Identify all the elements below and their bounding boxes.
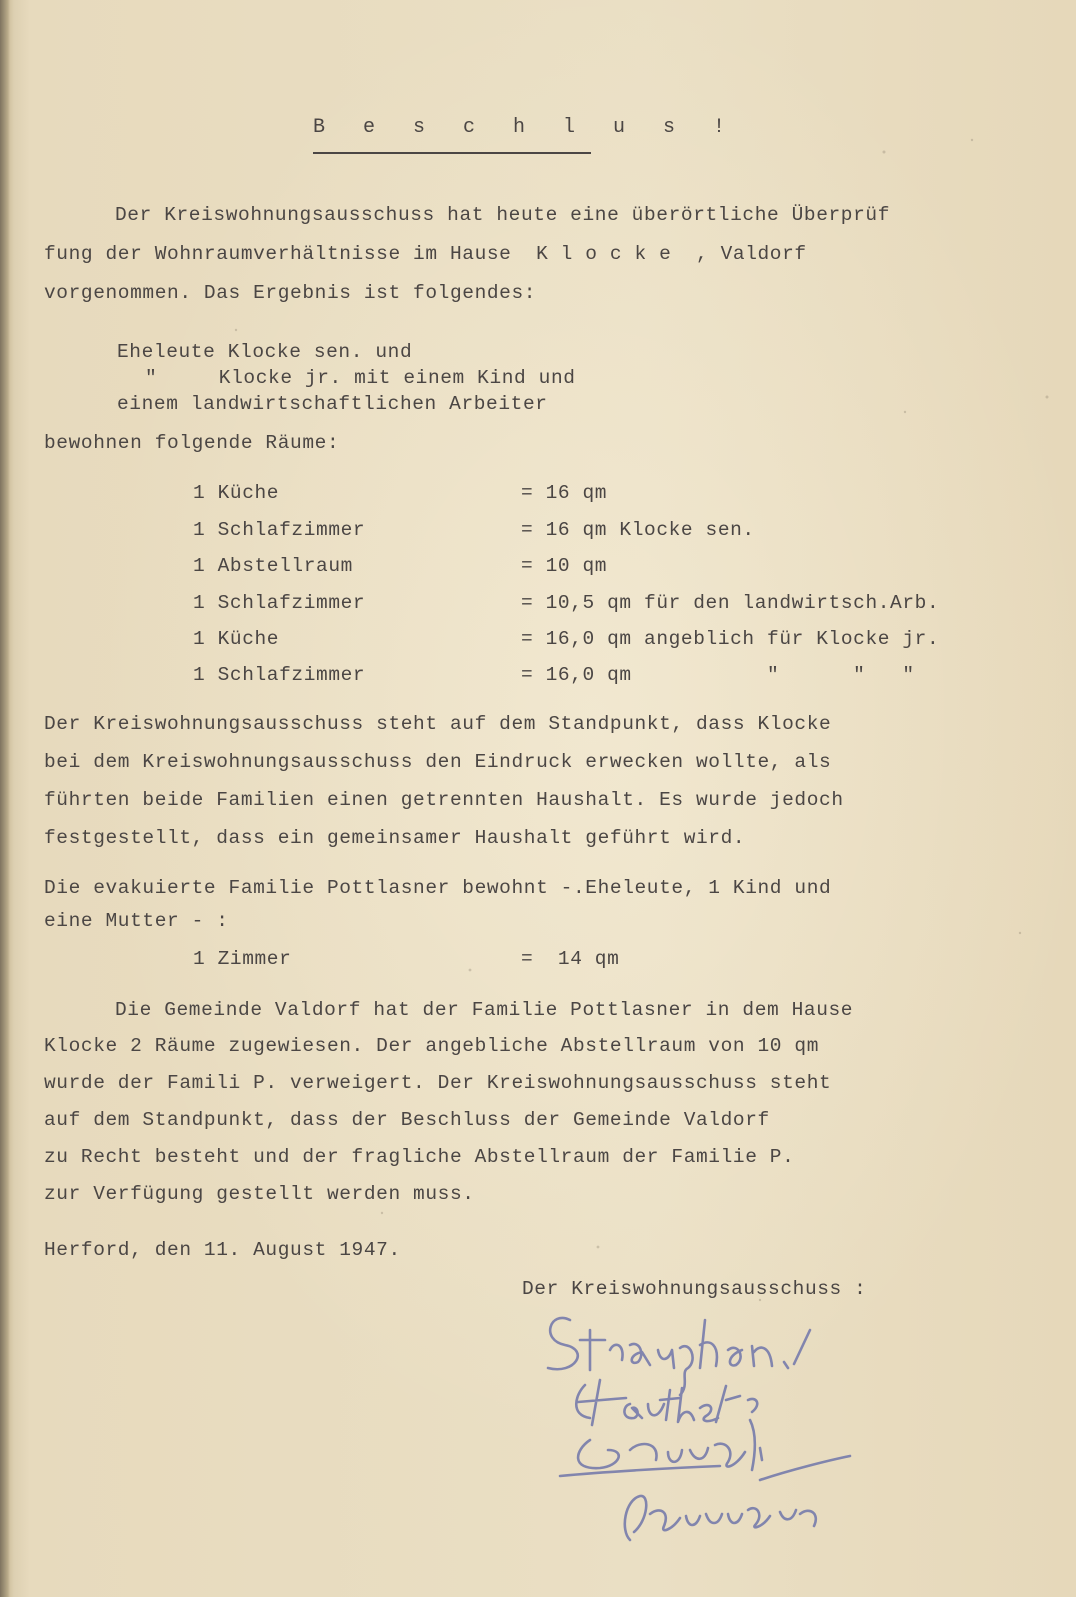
finding-line: festgestellt, dass ein gemeinsamer Haushalt geführt wird. bbox=[44, 827, 746, 849]
decision-line: auf dem Standpunkt, dass der Beschluss der Gemeinde Valdorf bbox=[44, 1109, 770, 1131]
room-name: 1 Schlafzimmer bbox=[193, 519, 366, 541]
evacuee-line: Die evakuierte Familie Pottlasner bewohnt -.Eheleute, 1 Kind und bbox=[44, 877, 832, 899]
room-name: 1 Schlafzimmer bbox=[193, 592, 366, 614]
room-size: = 16 qm Klocke sen. bbox=[521, 519, 755, 541]
intro-line: Der Kreiswohnungsausschuss hat heute eine überörtliche Überprüf bbox=[115, 204, 891, 226]
place-date: Herford, den 11. August 1947. bbox=[44, 1239, 401, 1261]
room-size: = 16,0 qm " " " bbox=[521, 664, 915, 686]
room-name: 1 Schlafzimmer bbox=[193, 664, 366, 686]
decision-line: Die Gemeinde Valdorf hat der Familie Pottlasner in dem Hause bbox=[115, 999, 854, 1021]
intro-line: vorgenommen. Das Ergebnis ist folgendes: bbox=[44, 282, 537, 304]
finding-line: führten beide Familien einen getrennten Haushalt. Es wurde jedoch bbox=[44, 789, 844, 811]
room-name: 1 Küche bbox=[193, 628, 280, 650]
decision-line: wurde der Famili P. verweigert. Der Kreiswohnungsausschuss steht bbox=[44, 1072, 832, 1094]
room-name: 1 Abstellraum bbox=[193, 555, 353, 577]
evacuee-line: eine Mutter - : bbox=[44, 910, 229, 932]
room-size: = 10 qm bbox=[521, 555, 608, 577]
room-size: = 16 qm bbox=[521, 482, 608, 504]
residents-line: einem landwirtschaftlichen Arbeiter bbox=[117, 393, 548, 415]
decision-line: zu Recht besteht und der fragliche Abstellraum der Familie P. bbox=[44, 1146, 795, 1168]
finding-line: bei dem Kreiswohnungsausschuss den Eindruck erwecken wollte, als bbox=[44, 751, 832, 773]
decision-line: Klocke 2 Räume zugewiesen. Der angebliche Abstellraum von 10 qm bbox=[44, 1035, 820, 1057]
room-name: 1 Küche bbox=[193, 482, 280, 504]
signatory-label: Der Kreiswohnungsausschuss : bbox=[522, 1278, 867, 1300]
rooms-intro: bewohnen folgende Räume: bbox=[44, 432, 340, 454]
intro-line: fung der Wohnraumverhältnisse im Hause K l o c k e , Valdorf bbox=[44, 243, 807, 265]
room-size: = 10,5 qm für den landwirtsch.Arb. bbox=[521, 592, 940, 614]
room-size: = 16,0 qm angeblich für Klocke jr. bbox=[521, 628, 940, 650]
residents-line: " Klocke jr. mit einem Kind und bbox=[145, 367, 576, 389]
evacuee-room-name: 1 Zimmer bbox=[193, 948, 292, 970]
decision-line: zur Verfügung gestellt werden muss. bbox=[44, 1183, 475, 1205]
finding-line: Der Kreiswohnungsausschuss steht auf dem Standpunkt, dass Klocke bbox=[44, 713, 832, 735]
document-title: B e s c h l u s ! bbox=[313, 116, 739, 139]
evacuee-room-size: = 14 qm bbox=[521, 948, 620, 970]
residents-line: Eheleute Klocke sen. und bbox=[117, 341, 413, 363]
